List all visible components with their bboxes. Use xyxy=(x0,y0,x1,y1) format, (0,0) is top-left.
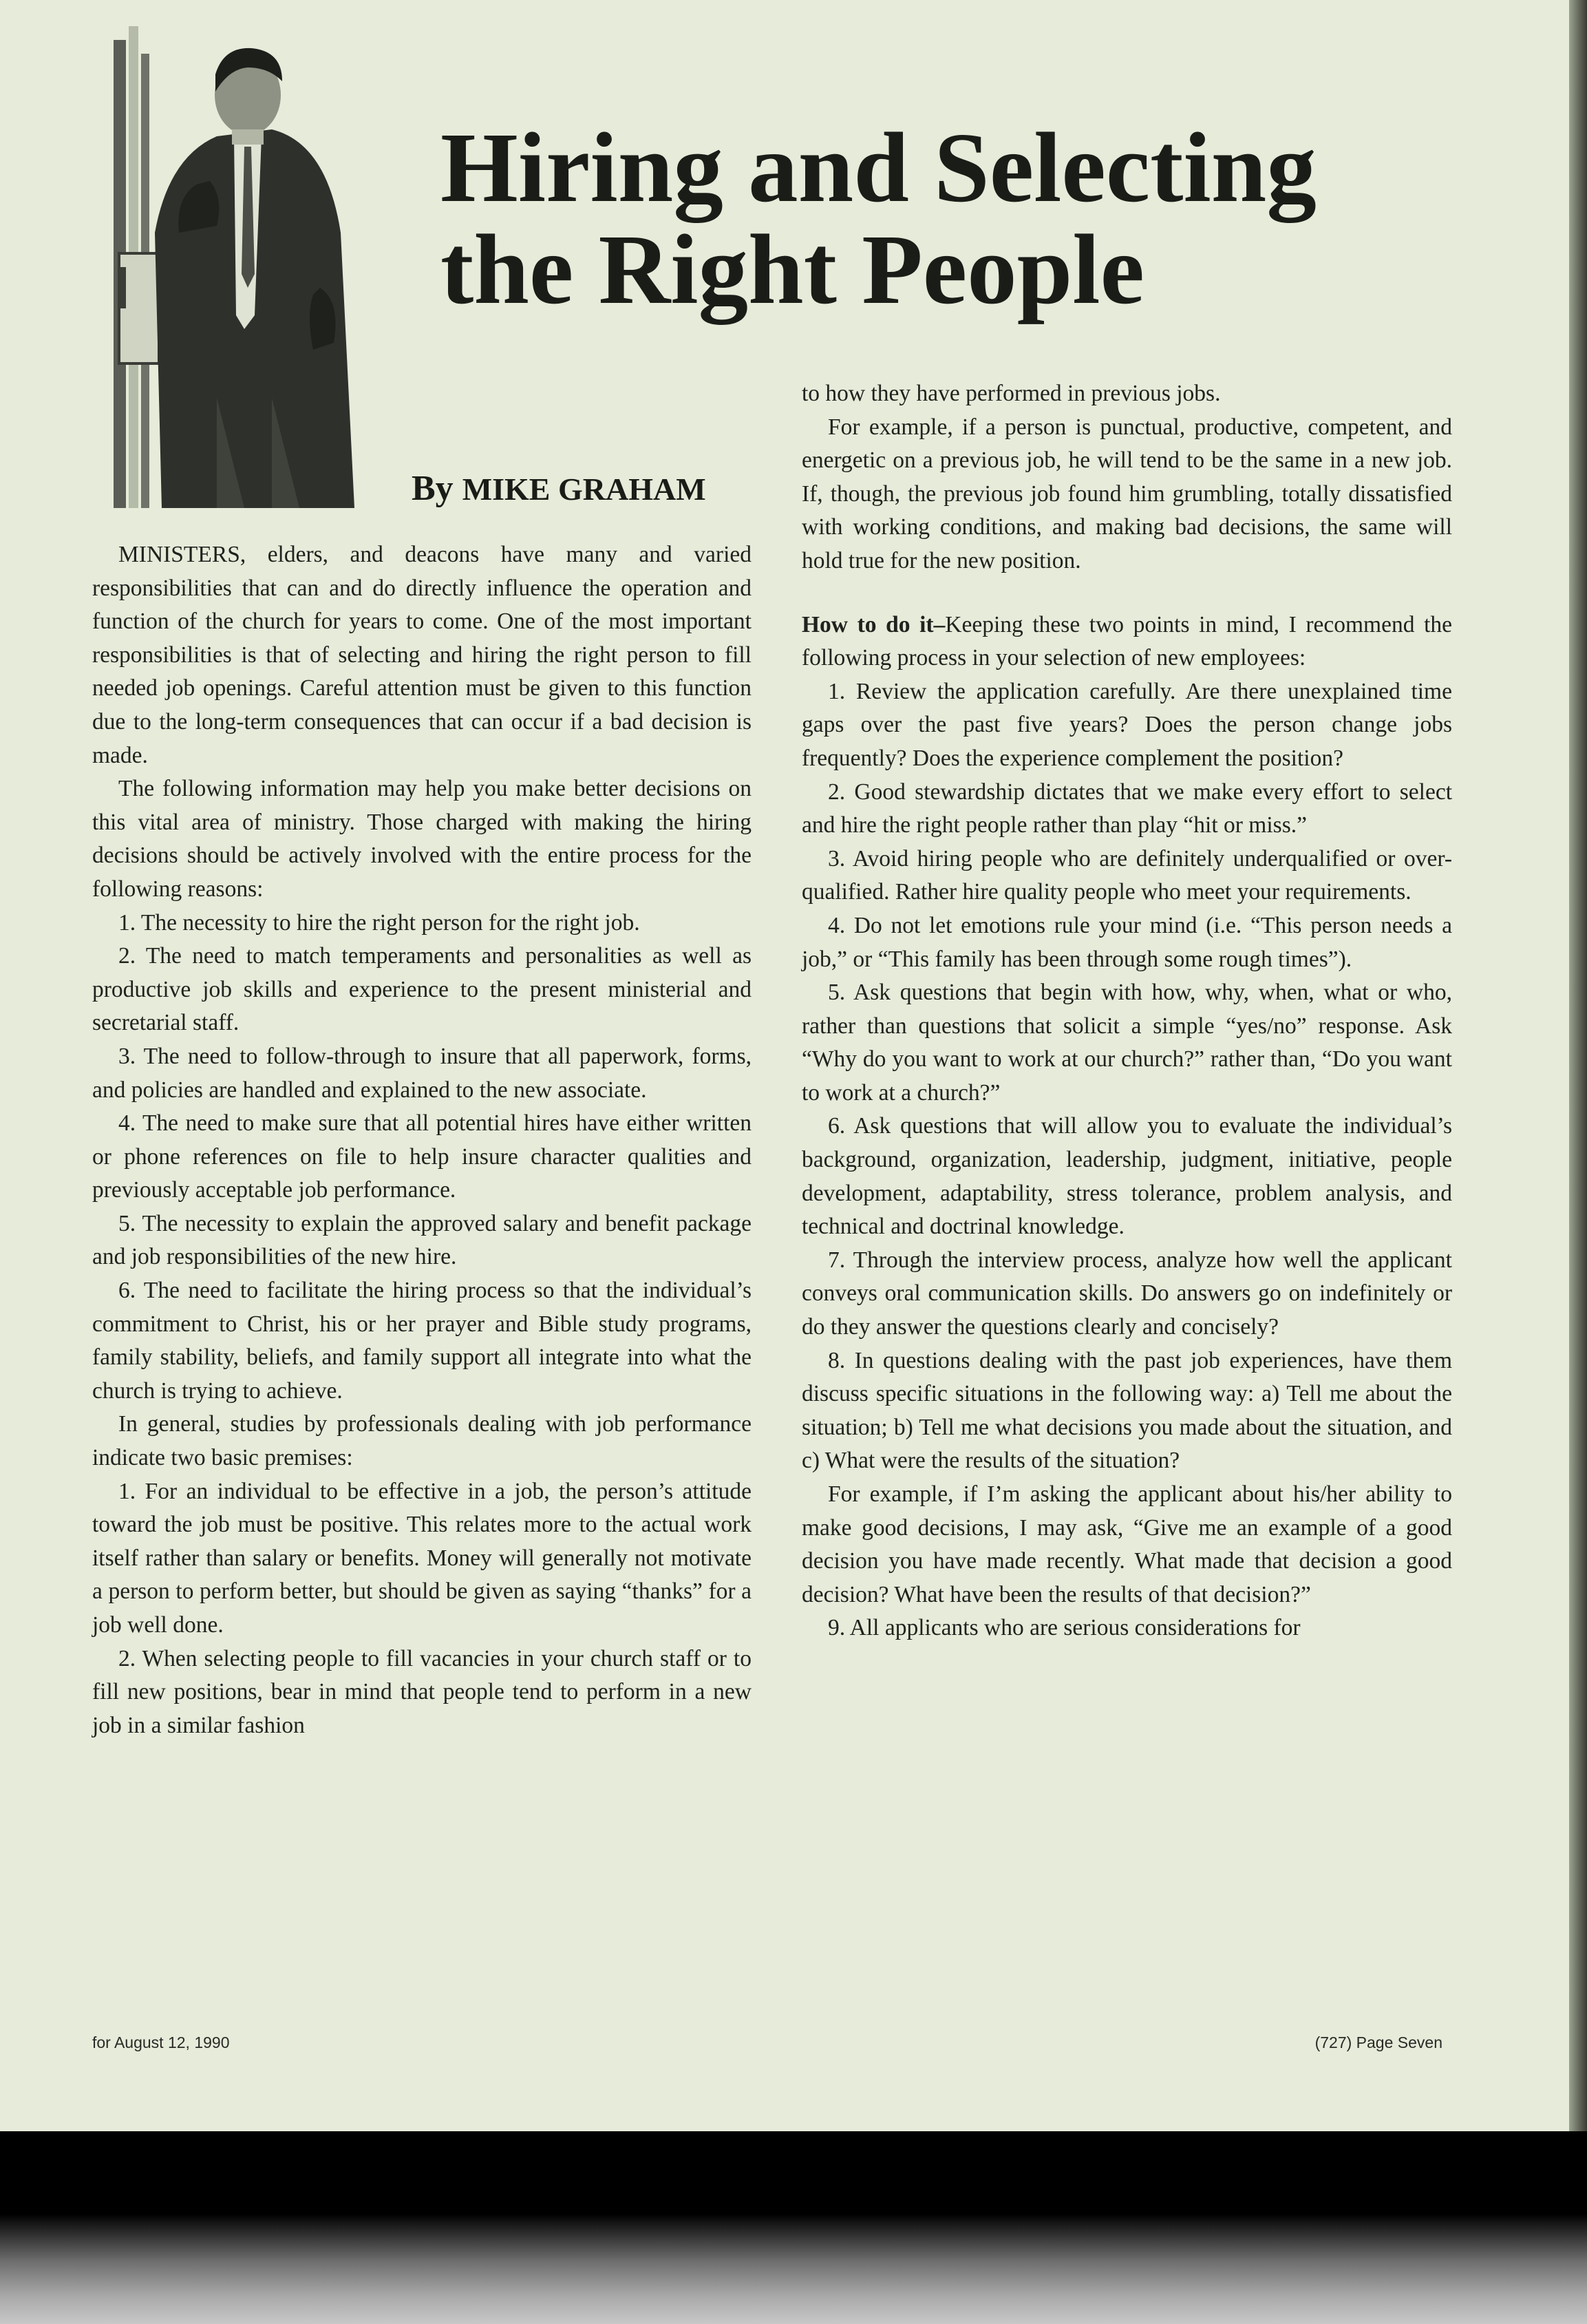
paragraph: For example, if I’m asking the applicant about his/her ability to make good decisions, I may ask, “Give me an example of a good decision you have made recently. What made that decision a good decision? What have been the results of that decision?” xyxy=(802,1481,1452,1607)
how-to-text: Keeping these two points in mind, I recommend the following process in your selection of new employees: xyxy=(802,611,1452,671)
paragraph: The following information may help you make better decisions on this vital area of ministry. Those charged with making the hiring decisions should be actively involved with the entire process for the following reasons: xyxy=(92,776,752,902)
list-item: 6. The need to facilitate the hiring process so that the individual’s commitment to Christ, his or her prayer and Bible study programs, family stability, beliefs, and family support all integrate into what the church is trying to achieve. xyxy=(92,1278,752,1404)
man-photo-illustration xyxy=(114,26,396,508)
author-name: MIKE GRAHAM xyxy=(462,472,706,507)
list-item: 2. The need to match temperaments and personalities as well as productive job skills and experience to the present ministerial and secretarial staff. xyxy=(92,943,752,1036)
list-item: 5. The necessity to explain the approved salary and benefit package and job responsibilities of the new hire. xyxy=(92,1210,752,1270)
right-column xyxy=(802,377,1452,1645)
left-column xyxy=(92,538,752,1742)
paragraph: MINISTERS, elders, and deacons have many and varied responsibilities that can and do directly influence the operation and function of the church for years to come. One of the most important responsibilities is that of selecting and hiring the right person to fill needed job openings. Careful attention must be given to this function due to the long-term consequences that can occur if a bad decision is made. xyxy=(92,542,752,768)
how-to-paragraph xyxy=(802,609,1452,675)
list-item: 5. Ask questions that begin with how, why, when, what or who, rather than questions that solicit a simple “yes/no” response. Ask “Why do you want to work at our church?” rather than, “Do you want to work at a church?” xyxy=(802,980,1452,1106)
footer-page-number: (727) Page Seven xyxy=(1314,2034,1442,2051)
list-item: 3. The need to follow-through to insure that all paperwork, forms, and policies are handled and explained to the new associate. xyxy=(92,1043,752,1103)
list-item: 2. Good stewardship dictates that we make every effort to select and hire the right people rather than play “hit or miss.” xyxy=(802,779,1452,838)
list-item: 6. Ask questions that will allow you to evaluate the individual’s background, organization, leadership, judgment, initiative, people development, adaptability, stress tolerance, problem analysis, and technical and doctrinal knowledge. xyxy=(802,1113,1452,1240)
list-item: 7. Through the interview process, analyze how well the applicant conveys oral communication skills. Do answers go on indefinitely or do they answer the questions clearly and concisely? xyxy=(802,1247,1452,1340)
paragraph: In general, studies by professionals dealing with job performance indicate two basic premises: xyxy=(92,1411,752,1471)
list-item: 4. The need to make sure that all potential hires have either written or phone references on file to help insure character qualities and previously acceptable job performance. xyxy=(92,1110,752,1203)
title-line-1: Hiring and Selecting xyxy=(440,113,1317,223)
page-edge xyxy=(1569,0,1587,2131)
list-item: 2. When selecting people to fill vacancies in your church staff or to fill new positions, bear in mind that people tend to perform in a new job in a similar fashion xyxy=(92,1645,752,1738)
how-to-lead: How to do it– xyxy=(802,611,946,637)
man-in-doorway-photo xyxy=(114,26,396,508)
paragraph-continuation: to how they have performed in previous jobs. xyxy=(802,381,1221,406)
background-fabric xyxy=(0,2131,1587,2324)
list-item: 1. For an individual to be effective in a job, the person’s attitude toward the job must be positive. This relates more to the actual work itself rather than salary or benefits. Money will generally not motivate a person to perform better, but should be given as saying “thanks” for a job well done. xyxy=(92,1478,752,1638)
list-item: 3. Avoid hiring people who are definitely underqualified or over-qualified. Rather hire quality people who meet your requirements. xyxy=(802,845,1452,905)
list-item: 9. All applicants who are serious considerations for xyxy=(828,1615,1301,1641)
list-item: 4. Do not let emotions rule your mind (i.e. “This person needs a job,” or “This family has been through some rough times”). xyxy=(802,912,1452,972)
byline xyxy=(412,468,706,509)
paragraph: For example, if a person is punctual, productive, competent, and energetic on a previous job, he will tend to be the same in a new job. If, though, the previous job found him grumbling, totally dissatisfied with working conditions, and making bad decisions, the same will hold true for the new position. xyxy=(802,414,1452,573)
list-item: 1. Review the application carefully. Are there unexplained time gaps over the past five years? Does the person change jobs frequently? Does the experience complement the position? xyxy=(802,678,1452,771)
title-line-2: the Right People xyxy=(440,215,1144,325)
footer-date: for August 12, 1990 xyxy=(92,2034,230,2051)
byline-prefix: By xyxy=(412,469,454,508)
article-title xyxy=(440,113,1459,325)
list-item: 8. In questions dealing with the past job experiences, have them discuss specific situations in the following way: a) Tell me about the situation; b) Tell me what decisions you made about the situation, and c) What were the results of the situation? xyxy=(802,1347,1452,1474)
list-item: 1. The necessity to hire the right person for the right job. xyxy=(118,909,640,936)
